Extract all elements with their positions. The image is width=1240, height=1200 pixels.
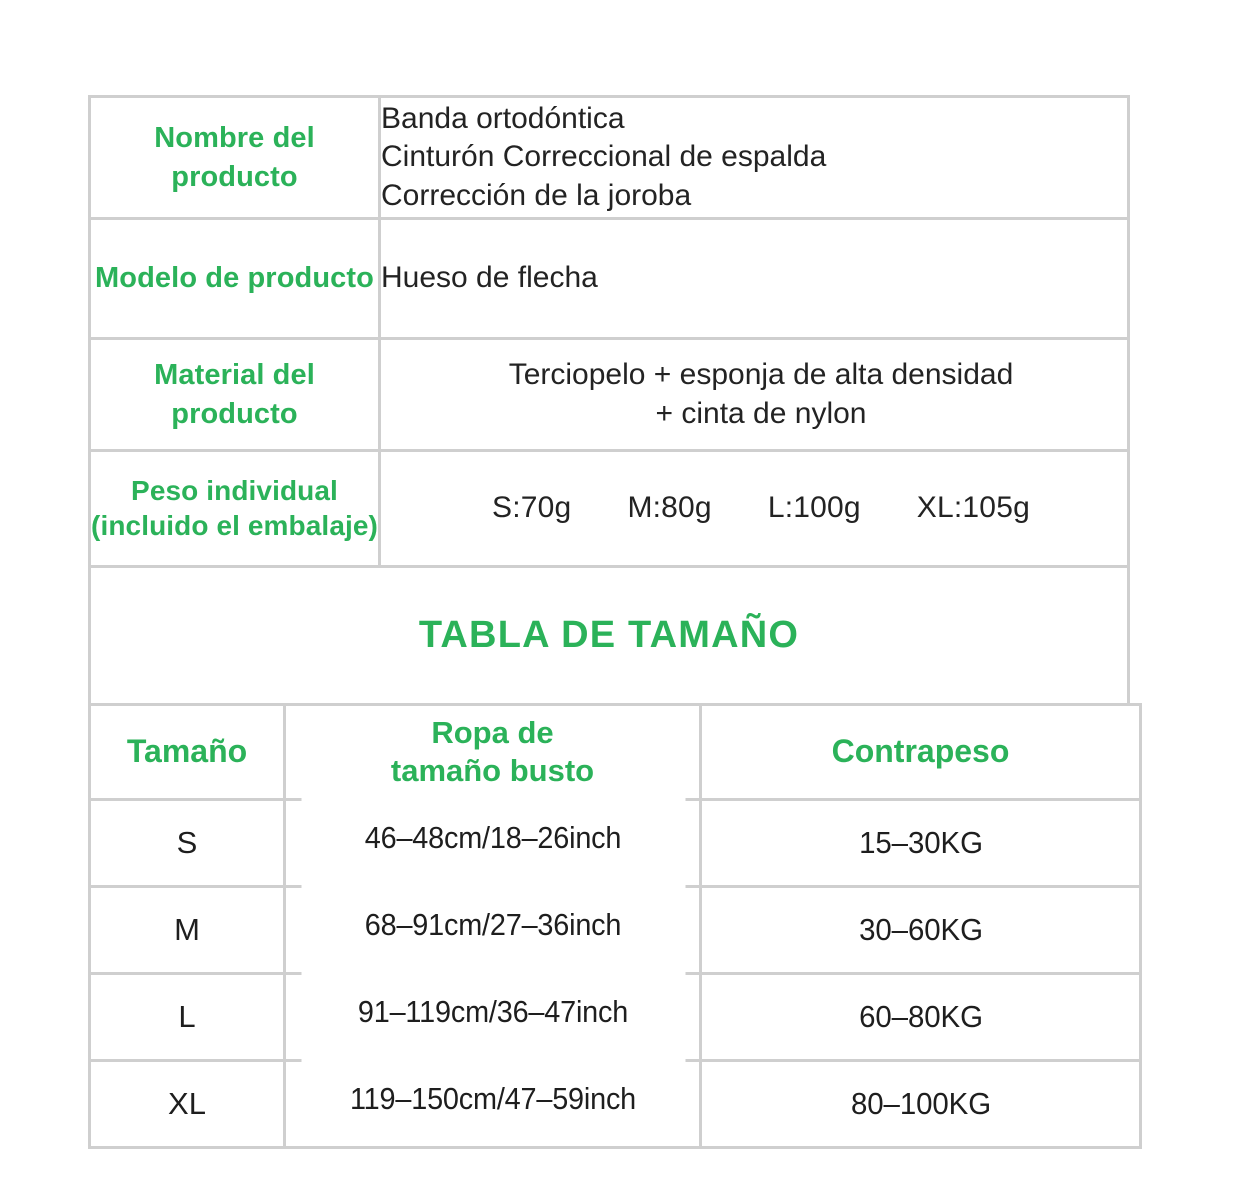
spec-value-individual-weight <box>380 451 1129 567</box>
spec-row-individual-weight <box>90 451 1129 567</box>
weight-item-l: L:100g <box>767 491 861 525</box>
size-header-size: Tamaño <box>90 705 285 800</box>
size-cell-weight: 30–60KG <box>712 887 1130 974</box>
size-chart-title-row <box>90 567 1129 705</box>
product-name-line-1: Banda ortodóntica <box>381 101 625 135</box>
spec-value-product-material <box>380 339 1129 451</box>
size-cell-bust: 68–91cm/27–36inch <box>299 882 686 969</box>
table-row <box>90 1061 1141 1148</box>
size-header-counterweight: Contrapeso <box>701 705 1141 800</box>
weight-item-m: M:80g <box>627 491 712 525</box>
size-header-bust-line-2: tamaño busto <box>390 753 595 788</box>
product-specification-table <box>88 95 1130 706</box>
spec-row-product-material <box>90 339 1129 451</box>
product-name-line-2: Cinturón Correccional de espalda <box>381 140 827 174</box>
spec-label-product-model: Modelo de producto <box>90 219 380 339</box>
size-header-bust-line-1: Ropa de <box>431 715 554 751</box>
size-cell-weight: 80–100KG <box>712 1061 1130 1148</box>
table-row <box>90 887 1141 974</box>
size-cell-bust: 119–150cm/47–59inch <box>299 1056 686 1143</box>
table-row <box>90 800 1141 887</box>
spec-label-product-name: Nombre del producto <box>90 97 380 219</box>
spec-label-individual-weight: Peso individual (incluido el embalaje) <box>90 451 380 567</box>
size-cell-size: M <box>90 887 285 974</box>
size-cell-bust: 46–48cm/18–26inch <box>299 795 686 882</box>
spec-value-product-name <box>380 97 1129 219</box>
spec-value-product-model <box>380 219 1129 339</box>
spec-label-product-material: Material del producto <box>90 339 380 451</box>
size-table-header-row <box>90 705 1141 800</box>
size-chart-table <box>88 703 1142 1149</box>
size-cell-bust: 91–119cm/36–47inch <box>299 969 686 1056</box>
product-name-line-3: Corrección de la joroba <box>381 178 692 212</box>
size-cell-weight: 15–30KG <box>712 800 1130 887</box>
weight-item-xl: XL:105g <box>916 491 1030 525</box>
size-header-bust <box>285 705 701 800</box>
weight-item-s: S:70g <box>492 491 572 525</box>
weight-list <box>395 489 1127 527</box>
product-material-line-2: + cinta de nylon <box>655 396 867 430</box>
spec-row-product-name <box>90 97 1129 219</box>
size-cell-size: XL <box>90 1061 285 1148</box>
product-model-line-1: Hueso de flecha <box>381 261 598 295</box>
size-chart-title: TABLA DE TAMAÑO <box>90 567 1129 705</box>
table-row <box>90 974 1141 1061</box>
size-cell-size: L <box>90 974 285 1061</box>
product-material-line-1: Terciopelo + esponja de alta densidad <box>508 358 1014 392</box>
size-cell-weight: 60–80KG <box>712 974 1130 1061</box>
spec-row-product-model <box>90 219 1129 339</box>
size-cell-size: S <box>90 800 285 887</box>
